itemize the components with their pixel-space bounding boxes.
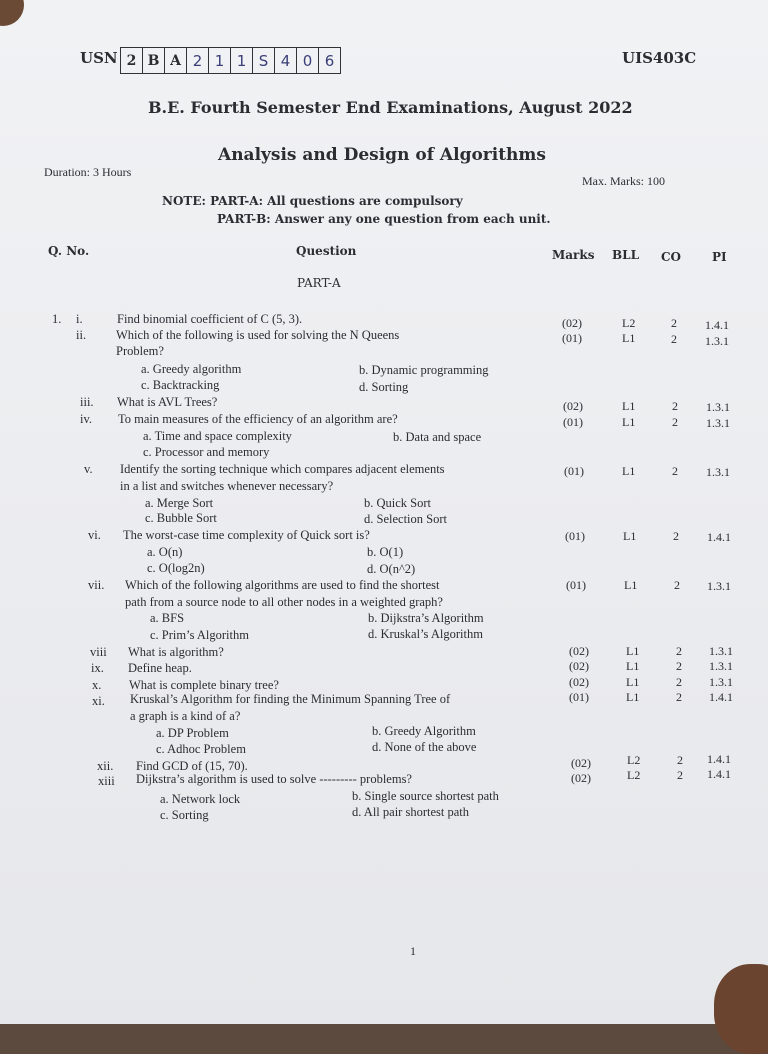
option: b. Dynamic programming	[359, 363, 489, 377]
bll: L2	[627, 753, 641, 767]
marks: (02)	[571, 756, 591, 770]
option: a. Merge Sort	[145, 496, 214, 510]
co: 2	[677, 768, 683, 782]
option: b. Greedy Algorithm	[372, 724, 476, 738]
pi: 1.3.1	[709, 675, 733, 689]
usn-digit: B	[143, 48, 165, 73]
marks: (02)	[571, 771, 591, 785]
co: 2	[676, 659, 682, 673]
option: b. Data and space	[393, 430, 482, 444]
usn-digit: 4	[275, 48, 297, 73]
bll: L1	[622, 399, 636, 413]
option: d. Sorting	[359, 380, 409, 394]
pi: 1.4.1	[709, 690, 733, 704]
question-text: Which of the following is used for solving the N Queens	[116, 328, 400, 342]
col-header-marks: Marks	[552, 248, 595, 262]
question-text: Find binomial coefficient of C (5, 3).	[117, 312, 303, 326]
bll: L1	[622, 464, 636, 478]
subq-number: vi.	[88, 528, 101, 542]
option: a. Network lock	[160, 792, 241, 806]
co: 2	[671, 316, 677, 330]
pi: 1.3.1	[706, 465, 730, 479]
subq-number: xiii	[98, 774, 115, 788]
finger-top-left	[0, 0, 24, 26]
co: 2	[674, 578, 680, 592]
usn-digit: 2	[187, 48, 209, 73]
pi: 1.3.1	[705, 334, 729, 348]
marks: (02)	[569, 675, 589, 689]
bll: L1	[626, 675, 640, 689]
question-text: Kruskal’s Algorithm for finding the Minimum Spanning Tree of	[130, 692, 451, 706]
bll: L1	[622, 331, 636, 345]
co: 2	[676, 644, 682, 658]
marks: (02)	[562, 316, 582, 330]
question-text: Problem?	[116, 344, 164, 358]
pi: 1.4.1	[707, 530, 731, 544]
note-line-1: NOTE: PART-A: All questions are compulsory	[162, 194, 463, 208]
pi: 1.3.1	[706, 400, 730, 414]
co: 2	[677, 753, 683, 767]
subq-number: ii.	[76, 328, 87, 342]
note-line-2: PART-B: Answer any one question from each unit.	[217, 212, 551, 226]
co: 2	[672, 464, 678, 478]
marks: (02)	[569, 644, 589, 658]
usn-digit: 1	[231, 48, 253, 73]
bll: L2	[627, 768, 641, 782]
bll: L1	[622, 415, 636, 429]
subq-number: viii	[90, 645, 107, 659]
marks: (02)	[563, 399, 583, 413]
option: c. Adhoc Problem	[156, 742, 246, 756]
subject-title: Analysis and Design of Algorithms	[218, 145, 546, 165]
question-text: in a list and switches whenever necessary?	[120, 479, 334, 493]
max-marks: Max. Marks: 100	[582, 174, 665, 188]
usn-digit: 2	[121, 48, 143, 73]
subq-number: v.	[84, 462, 93, 476]
co: 2	[672, 415, 678, 429]
bll: L1	[626, 644, 640, 658]
option: d. Kruskal’s Algorithm	[368, 627, 483, 641]
question-text: Which of the following algorithms are used to find the shortest	[125, 578, 440, 592]
option: a. DP Problem	[156, 726, 229, 740]
bll: L1	[624, 578, 638, 592]
course-code: UIS403C	[622, 49, 697, 67]
marks: (01)	[565, 529, 585, 543]
col-header-pi: PI	[712, 250, 727, 264]
marks: (01)	[562, 331, 582, 345]
option: c. Processor and memory	[143, 445, 270, 459]
option: b. Quick Sort	[364, 496, 432, 510]
co: 2	[676, 675, 682, 689]
subq-number: iv.	[80, 412, 93, 426]
option: a. Time and space complexity	[143, 429, 292, 443]
marks: (01)	[563, 415, 583, 429]
question-text: Identify the sorting technique which compares adjacent elements	[120, 462, 445, 476]
option: d. None of the above	[372, 740, 477, 754]
usn-digit: 6	[324, 51, 335, 70]
pi: 1.4.1	[707, 767, 731, 781]
usn-digit: 1	[209, 48, 231, 73]
question-text: a graph is a kind of a?	[130, 709, 241, 723]
bll: L1	[623, 529, 637, 543]
pi: 1.3.1	[709, 659, 733, 673]
option: b. Dijkstra’s Algorithm	[368, 611, 484, 625]
question-text: What is algorithm?	[128, 645, 224, 659]
co: 2	[672, 399, 678, 413]
pi: 1.4.1	[705, 318, 729, 332]
option: d. Selection Sort	[364, 512, 447, 526]
question-text: Define heap.	[128, 661, 192, 675]
marks: (01)	[566, 578, 586, 592]
usn-label: USN	[80, 49, 118, 67]
usn-box	[120, 47, 341, 74]
option: a. BFS	[150, 611, 185, 625]
subq-number: x.	[92, 678, 102, 692]
co: 2	[673, 529, 679, 543]
question-text: What is complete binary tree?	[129, 678, 279, 692]
exam-title: B.E. Fourth Semester End Examinations, August 2022	[148, 98, 633, 117]
subq-number: i.	[76, 312, 83, 326]
part-a-title: PART-A	[297, 276, 341, 290]
duration: Duration: 3 Hours	[44, 165, 132, 179]
col-header-co: CO	[661, 250, 682, 264]
col-header-qno: Q. No.	[48, 244, 90, 258]
question-text: To main measures of the efficiency of an algorithm are?	[118, 412, 398, 426]
pi: 1.3.1	[707, 579, 731, 593]
bll: L1	[626, 659, 640, 673]
bll: L1	[626, 690, 640, 704]
option: c. Sorting	[160, 808, 209, 822]
subq-number: xi.	[92, 694, 105, 708]
question-text: Dijkstra’s algorithm is used to solve --------- problems?	[136, 772, 412, 786]
pi: 1.3.1	[706, 416, 730, 430]
subq-number: ix.	[91, 661, 104, 675]
pi: 1.4.1	[707, 752, 731, 766]
usn-digit: 0	[297, 48, 319, 73]
option: a. Greedy algorithm	[141, 362, 242, 376]
question-text: The worst-case time complexity of Quick sort is?	[123, 528, 370, 542]
finger-bottom-right	[714, 964, 768, 1054]
subq-number: iii.	[80, 395, 94, 409]
usn-digit: A	[165, 48, 187, 73]
marks: (02)	[569, 659, 589, 673]
co: 2	[671, 332, 677, 346]
question-text: What is AVL Trees?	[117, 395, 218, 409]
option: b. O(1)	[367, 545, 404, 559]
option: c. Bubble Sort	[145, 511, 217, 525]
col-header-bll: BLL	[612, 248, 640, 262]
subq-number: vii.	[88, 578, 105, 592]
page-number: 1	[410, 944, 416, 958]
option: c. Backtracking	[141, 378, 220, 392]
option: a. O(n)	[147, 545, 183, 559]
option: c. Prim’s Algorithm	[150, 628, 249, 642]
option: d. All pair shortest path	[352, 805, 469, 819]
co: 2	[676, 690, 682, 704]
question-text: path from a source node to all other nodes in a weighted graph?	[125, 595, 443, 609]
subq-number: xii.	[97, 759, 114, 773]
bll: L2	[622, 316, 636, 330]
question-text: Find GCD of (15, 70).	[136, 759, 248, 773]
option: b. Single source shortest path	[352, 789, 499, 803]
marks: (01)	[569, 690, 589, 704]
option: d. O(n^2)	[367, 562, 416, 576]
usn-digit: S	[253, 48, 275, 73]
marks: (01)	[564, 464, 584, 478]
col-header-question: Question	[296, 244, 357, 258]
option: c. O(log2n)	[147, 561, 205, 575]
question-number: 1.	[52, 312, 62, 326]
pi: 1.3.1	[709, 644, 733, 658]
